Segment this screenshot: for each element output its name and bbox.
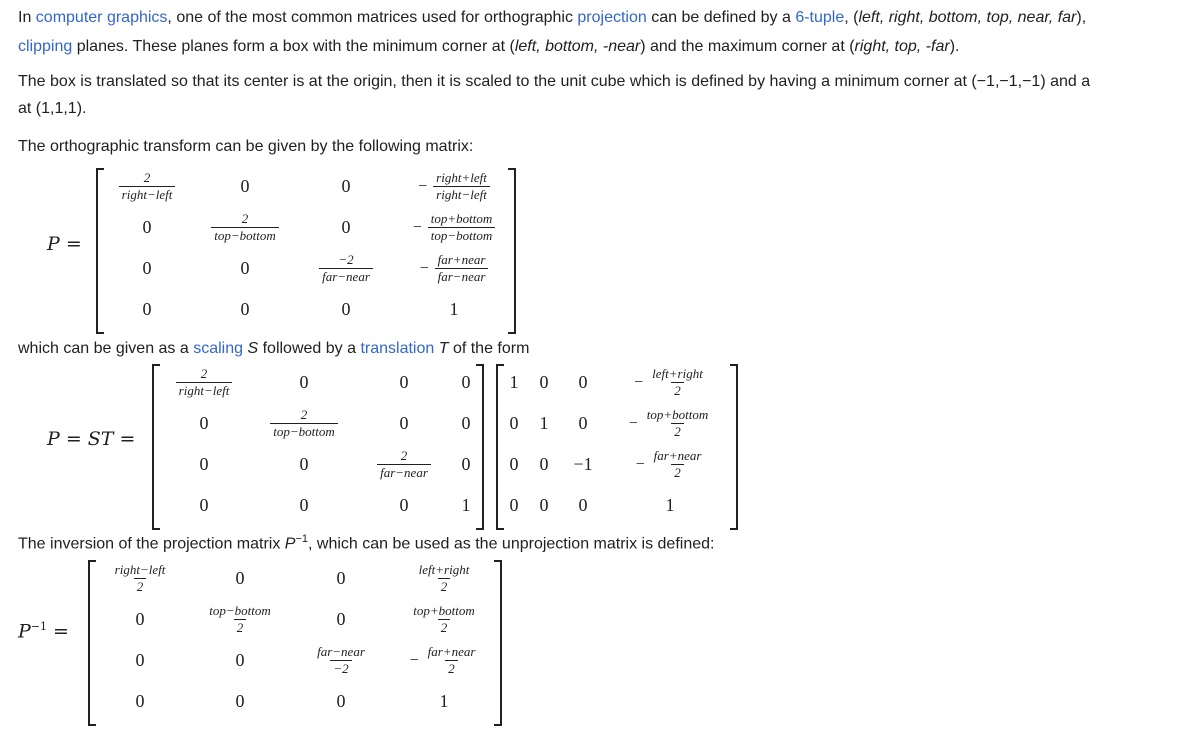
matrix-cell: 1 [539,413,549,433]
matrix-cell: 1 [665,495,675,515]
matrix-cell [606,444,734,485]
denominator: 2 [671,464,684,481]
matrix-cell: 0 [336,568,346,588]
denominator: right−left [176,382,233,399]
matrix-cell: 0 [142,217,152,237]
text: ). [949,38,960,55]
numerator: 2 [200,366,208,381]
matrix-cell: 0 [399,495,409,515]
denominator: top−bottom [211,227,279,244]
fraction [428,211,496,244]
bracket-left [152,364,160,530]
bracket-right [494,560,502,726]
matrix-cell [356,444,452,485]
fraction [176,366,233,399]
numerator: left+right [418,562,470,577]
minus-sign: − [628,414,638,432]
denominator: top−bottom [270,423,338,440]
matrix-row [156,362,480,403]
minus-sign: − [412,218,422,236]
matrix-row [500,444,734,485]
text: In [18,9,36,26]
fraction [319,252,373,285]
matrix-cell: 0 [461,372,471,392]
matrix-cell: 0 [299,495,309,515]
matrix-cell: 0 [461,454,471,474]
numerator: right+left [436,170,487,185]
matrix-cell [188,599,292,640]
matrix-cell: 0 [461,413,471,433]
bracket-left [96,168,104,334]
matrix-cell: 1 [461,495,471,515]
text: left, bottom, -near [514,38,641,55]
numerator: far+near [427,644,476,659]
matrix-row [92,558,498,599]
numerator: 2 [241,211,249,226]
numerator: −2 [338,252,354,267]
matrix-row [500,403,734,444]
matrix-cell: 0 [539,372,549,392]
matrix-cell: 0 [135,650,145,670]
matrix-row [156,444,480,485]
matrix-cell [92,558,188,599]
fraction [377,448,431,481]
denominator: 2 [234,619,247,636]
matrix-cell: 0 [539,454,549,474]
minus-sign: − [419,259,429,277]
matrix-cell [292,640,390,681]
text: T [438,340,449,357]
matrix-cell [606,403,734,444]
matrix-cell: 0 [240,176,250,196]
text: which can be given as a [18,340,194,357]
matrix-cell: 0 [299,454,309,474]
text: planes. These planes form a box with the minimum corner at ( [72,38,515,55]
numerator: right−left [114,562,166,577]
matrix-cell: 0 [578,413,588,433]
matrix-cell: 0 [509,495,519,515]
numerator: 2 [300,407,308,422]
matrix-cell [396,166,512,207]
matrix-cell [100,166,194,207]
denominator: 2 [671,382,684,399]
matrix-cell: 0 [240,299,250,319]
paragraph-ortho: The orthographic transform can be given by the following matrix: [18,138,474,155]
matrix-cell [606,362,734,403]
matrix-cell: 0 [341,217,351,237]
paragraph-box-cont: at (1,1,1). [18,100,87,117]
matrix-cell: 0 [240,258,250,278]
matrix-pinv [92,558,498,722]
matrix-t [500,362,734,526]
numerator: top+bottom [430,211,493,226]
fraction [425,644,479,677]
denominator: −2 [330,660,351,677]
denominator: 2 [671,423,684,440]
text: ), [1076,9,1087,26]
fraction [314,644,368,677]
matrix-row [100,248,512,289]
matrix-row [156,485,480,526]
minus-sign: − [409,651,419,669]
equation-label-p [47,233,82,255]
matrix-row [92,599,498,640]
matrix-cell [390,640,498,681]
matrix-row [500,362,734,403]
matrix-cell: 0 [135,609,145,629]
matrix-cell: 0 [142,258,152,278]
text: −1 [295,533,309,545]
denominator: 2 [445,660,458,677]
matrix-cell: 1 [449,299,459,319]
matrix-cell: 0 [399,413,409,433]
fraction [410,603,478,636]
text: P = ST = [47,428,136,450]
text: The inversion of the projection matrix [18,535,285,553]
fraction [649,366,706,399]
denominator: 2 [438,578,451,595]
matrix-cell: 0 [341,299,351,319]
denominator: far−near [319,268,373,285]
matrix-cell: 0 [336,609,346,629]
text: , one of the most common matrices used for orthographic [167,9,578,26]
matrix-cell: 0 [341,176,351,196]
numerator: top+bottom [646,407,709,422]
denominator: far−near [435,268,489,285]
matrix-row [92,681,498,722]
denominator: far−near [377,464,431,481]
numerator: top−bottom [209,603,271,618]
matrix-cell [396,248,512,289]
matrix-row [100,166,512,207]
link-translation[interactable]: translation [360,340,435,357]
matrix-cell [296,248,396,289]
text: P [284,535,296,553]
bracket-right [476,364,484,530]
fraction [119,170,176,203]
matrix-row [92,640,498,681]
numerator: 2 [400,448,408,463]
text: = [47,620,69,643]
matrix-cell: 0 [199,413,209,433]
minus-sign: − [635,455,645,473]
matrix-cell [156,362,252,403]
matrix-cell: 0 [509,413,519,433]
text: −1 [30,620,48,633]
paragraph-inversion [18,525,714,558]
text: P [18,620,31,643]
matrix-cell: 0 [235,691,245,711]
numerator: far+near [437,252,486,267]
matrix-cell: 0 [135,691,145,711]
fraction [112,562,169,595]
paragraph-box: The box is translated so that its center is at the origin, then it is scaled to the unit cube which is defined by having a minimum corner at (−1,−1,−1) and a [18,73,1091,90]
fraction [270,407,338,440]
matrix-cell: 0 [235,650,245,670]
numerator: far+near [653,448,702,463]
fraction [435,252,489,285]
matrix-row [100,289,512,330]
matrix-cell [396,207,512,248]
matrix-row [156,403,480,444]
minus-sign: − [634,373,644,391]
matrix-p [100,166,512,330]
numerator: 2 [143,170,151,185]
equation-label-p-st [47,428,135,450]
matrix-cell: 0 [539,495,549,515]
fraction [433,170,490,203]
matrix-row [500,485,734,526]
matrix-cell: 0 [199,495,209,515]
fraction [416,562,473,595]
link-projection[interactable]: projection [577,9,647,26]
minus-sign: − [418,177,428,195]
matrix-cell: 1 [439,691,449,711]
numerator: top+bottom [413,603,475,618]
bracket-right [508,168,516,334]
matrix-cell: 0 [142,299,152,319]
text: followed by a [258,340,361,357]
matrix-cell: 0 [235,568,245,588]
paragraph-intro-cont [18,32,959,61]
text: , which can be used as the unprojection matrix is defined: [308,535,715,553]
denominator: top−bottom [428,227,496,244]
denominator: 2 [438,619,451,636]
text: ) and the maximum corner at ( [640,38,855,55]
text: P = [47,233,82,255]
link-clipping[interactable]: clipping [18,38,73,55]
link-6-tuple[interactable]: 6-tuple [795,9,845,26]
text: , ( [844,9,859,26]
matrix-cell: 0 [199,454,209,474]
bracket-right [730,364,738,530]
bracket-left [88,560,96,726]
numerator: far−near [317,644,365,659]
paragraph-scaling [18,334,529,363]
fraction [211,211,279,244]
matrix-cell [390,599,498,640]
fraction [644,407,712,440]
matrix-cell: 0 [578,495,588,515]
matrix-cell [194,207,296,248]
link-scaling[interactable]: scaling [193,340,244,357]
matrix-cell: 0 [578,372,588,392]
text: right, top, -far [854,38,950,55]
matrix-cell: 0 [299,372,309,392]
matrix-cell: −1 [573,454,593,474]
paragraph-intro [18,3,1086,32]
bracket-left [496,364,504,530]
fraction [651,448,705,481]
matrix-row [100,207,512,248]
matrix-cell: 0 [399,372,409,392]
numerator: left+right [652,366,703,381]
denominator: right−left [119,186,176,203]
denominator: 2 [134,578,147,595]
matrix-cell [252,403,356,444]
matrix-s [156,362,480,526]
text: of the form [448,340,530,357]
equation-label-p-inverse [18,620,69,642]
fraction [206,603,274,636]
matrix-cell: 0 [336,691,346,711]
denominator: right−left [433,186,490,203]
link-computer-graphics[interactable]: computer graphics [35,9,168,26]
text: S [247,340,259,357]
matrix-cell [390,558,498,599]
matrix-cell: 1 [509,372,519,392]
text: can be defined by a [646,9,796,26]
text: left, right, bottom, top, near, far [858,9,1077,26]
matrix-cell: 0 [509,454,519,474]
